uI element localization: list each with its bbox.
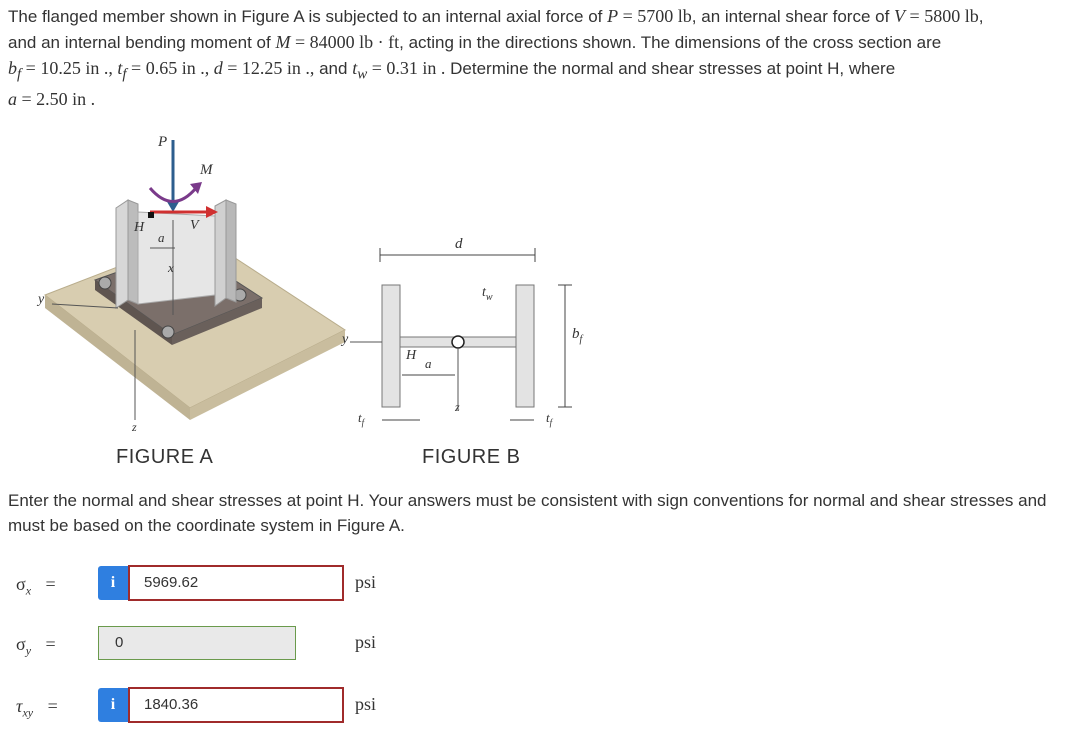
var-d: d: [213, 57, 223, 78]
answer-symbol-sub: x: [25, 583, 32, 598]
val-tf: 0.65 in .: [145, 57, 205, 78]
label-bf-sub: f: [579, 334, 583, 345]
label-V: V: [190, 218, 199, 233]
answer-label-sigma-y: [16, 634, 56, 659]
centroid-icon: [452, 336, 464, 348]
answer-label-sigma-x: [16, 574, 56, 599]
label-d: d: [455, 236, 463, 252]
sigma-y-input[interactable]: 0: [98, 626, 296, 660]
bolt-icon: [99, 277, 111, 289]
answer-unit: psi: [355, 694, 377, 714]
section-flange-right: [516, 285, 534, 407]
label-tw-sub: w: [485, 291, 493, 303]
var-tf-sub: f: [122, 66, 127, 83]
label-bf-text: b: [572, 326, 580, 342]
answer-symbol-sub: xy: [22, 705, 34, 720]
var-tw: t: [352, 57, 358, 78]
label-z: z: [132, 420, 137, 434]
figures: [0, 120, 600, 480]
val-tw: 0.31 in .: [386, 57, 446, 78]
var-M: M: [275, 31, 291, 52]
label-tf-left-sub: f: [361, 417, 365, 428]
label-y: y: [38, 292, 45, 307]
label-a: a: [158, 230, 165, 245]
label-section-z: z: [455, 400, 460, 414]
label-tf-right-sub: f: [549, 417, 553, 428]
column-flange-left: [116, 200, 128, 308]
answer-equals: =: [45, 574, 56, 594]
sigma-x-input[interactable]: 5969.62: [128, 565, 344, 601]
problem-text: and an internal bending moment of: [8, 32, 271, 52]
figure-a-illustration: [0, 120, 600, 480]
answer-symbol: σ: [16, 634, 26, 654]
var-P: P: [607, 6, 619, 26]
var-tw-sub: w: [357, 66, 368, 83]
answer-row-tau-xy: [0, 688, 600, 728]
var-a: a: [8, 88, 17, 109]
val-a: 2.50 in .: [36, 88, 96, 109]
answer-row-sigma-y: [0, 626, 600, 666]
answer-symbol-sub: y: [25, 643, 32, 658]
val-P: 5700 lb: [637, 6, 692, 26]
val-d: 12.25 in .: [241, 57, 310, 78]
column-web: [138, 212, 215, 304]
answer-equals: =: [45, 634, 56, 654]
label-section-H: H: [406, 348, 417, 363]
tau-xy-input[interactable]: 1840.36: [128, 687, 344, 723]
column-flange-left-edge: [128, 200, 138, 304]
label-M: M: [200, 162, 213, 178]
figure-a-label: FIGURE A: [116, 446, 214, 468]
label-section-a: a: [425, 356, 432, 371]
answer-label-tau-xy: [16, 696, 58, 721]
val-M: 84000 lb · ft: [309, 31, 400, 52]
val-bf: 10.25 in .: [40, 57, 109, 78]
label-tf-right: [546, 410, 552, 428]
label-section-y: y: [342, 332, 349, 347]
var-bf: b: [8, 57, 17, 78]
answer-equals: =: [47, 696, 58, 716]
column-flange-right-edge: [226, 200, 236, 302]
instructions-text: Enter the normal and shear stresses at point H. Your answers must be consistent with sign conventions for normal and shear stresses and must be based on the coordinate system in Figure A.: [8, 491, 1047, 535]
answer-unit: psi: [355, 632, 377, 652]
figure-b-label: FIGURE B: [422, 446, 521, 468]
val-V: 5800 lb: [924, 6, 979, 26]
var-tf: t: [117, 57, 123, 78]
var-bf-sub: f: [17, 66, 22, 83]
problem-text: Determine the normal and shear stresses at point H, where: [450, 58, 896, 78]
problem-statement: The flanged member shown in Figure A is subjected to an internal axial force of P = 5700 lb, an internal shear force of V = 5800 lb, and an internal bending moment of M = 84000 lb · ft, acting in the directions shown. The dimensions of the cross section are $b_f = 10.25$ in ., $t_f = 0.65$ in ., d = 12.25 in ., and $t_w = 0.31$ in . Determine the normal and shear stresses at point H, where a = 2.50 in .: [8, 6, 984, 109]
info-icon[interactable]: i: [98, 566, 128, 600]
problem-text: , an internal shear force of: [691, 7, 890, 26]
point-H-marker: [148, 212, 154, 218]
label-tf-left: [358, 410, 364, 428]
section-flange-left: [382, 285, 400, 407]
var-V: V: [894, 6, 906, 26]
problem-text: The flanged member shown in Figure A is subjected to an internal axial force of: [8, 7, 603, 26]
label-tf-left-text: t: [358, 410, 362, 425]
bolt-icon: [162, 326, 174, 338]
problem-text: , acting in the directions shown. The dimensions of the cross section are: [399, 32, 942, 52]
label-tf-right-text: t: [546, 410, 550, 425]
answer-symbol: σ: [16, 574, 26, 594]
info-icon[interactable]: i: [98, 688, 128, 722]
label-tw-text: t: [482, 285, 486, 300]
label-x: x: [168, 260, 174, 275]
label-bf: [572, 326, 582, 345]
label-tw: [482, 285, 493, 303]
answer-unit: psi: [355, 572, 377, 592]
answer-symbol: τ: [16, 696, 23, 716]
column-flange-right: [215, 200, 226, 306]
label-P: P: [158, 134, 168, 150]
answer-row-sigma-x: [0, 566, 600, 606]
label-H: H: [134, 220, 145, 235]
